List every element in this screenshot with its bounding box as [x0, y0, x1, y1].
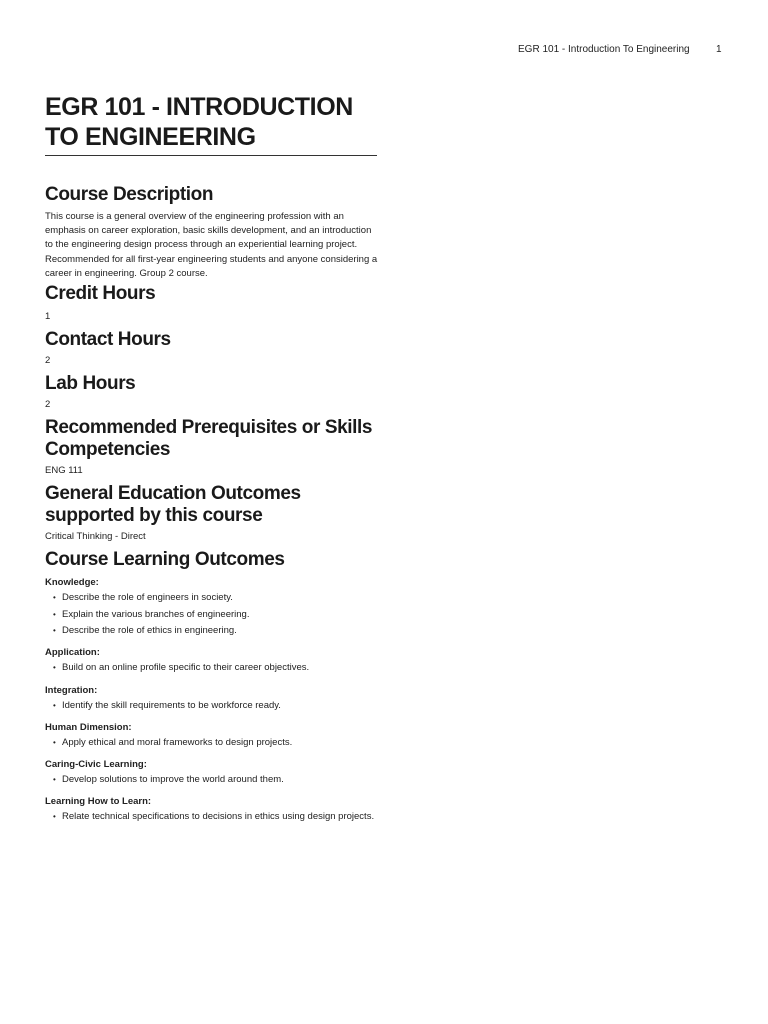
- outcome-group-title: Integration:: [45, 684, 98, 696]
- outcome-item: [45, 736, 380, 750]
- bullet-icon: •: [53, 700, 56, 710]
- outcome-item: [45, 699, 380, 713]
- outcome-text: Develop solutions to improve the world around them.: [62, 774, 284, 786]
- outcome-text: Describe the role of ethics in engineering.: [62, 625, 237, 637]
- bullet-icon: •: [53, 609, 56, 619]
- prerequisites-value: ENG 111: [45, 465, 83, 477]
- outcome-text: Identify the skill requirements to be workforce ready.: [62, 699, 281, 711]
- outcome-item: [45, 661, 380, 675]
- outcome-list: [45, 736, 380, 750]
- learning-outcomes-heading: Course Learning Outcomes: [45, 549, 285, 571]
- bullet-icon: •: [53, 775, 56, 785]
- lab-hours-heading: Lab Hours: [45, 373, 136, 395]
- gen-ed-value: Critical Thinking - Direct: [45, 531, 146, 543]
- course-description-heading: Course Description: [45, 184, 214, 205]
- prerequisites-heading: Recommended Prerequisites or Skills Competencies: [45, 417, 373, 461]
- outcome-group: [45, 759, 380, 787]
- outcome-group: [45, 577, 380, 638]
- bullet-icon: •: [53, 626, 56, 636]
- outcome-item: [45, 591, 380, 605]
- outcome-list: [45, 591, 380, 638]
- outcome-text: Explain the various branches of engineering.: [62, 608, 250, 620]
- course-description-text: This course is a general overview of the engineering profession with an emphasis on career exploration, basic skills development, and an introduction to the engineering design process through an experiential learning project. Recommended for all first-year engineering students and anyone considering a career in engineering. Group 2 course.: [45, 211, 378, 279]
- outcome-group-title: Application:: [45, 647, 100, 659]
- outcome-group-title: Learning How to Learn:: [45, 796, 152, 808]
- running-title: EGR 101 - Introduction To Engineering: [518, 44, 690, 55]
- bullet-icon: •: [53, 812, 56, 822]
- bullet-icon: •: [53, 593, 56, 603]
- page-title: EGR 101 - INTRODUCTION TO ENGINEERING: [45, 92, 377, 156]
- contact-hours-heading: Contact Hours: [45, 329, 171, 351]
- document-body: [45, 92, 380, 833]
- outcome-item: [45, 773, 380, 787]
- contact-hours-value: 2: [45, 355, 51, 367]
- outcome-group-title: Caring-Civic Learning:: [45, 759, 147, 771]
- outcome-text: Describe the role of engineers in society.: [62, 592, 233, 604]
- outcome-text: Build on an online profile specific to their career objectives.: [62, 662, 310, 674]
- lab-hours-value: 2: [45, 399, 51, 411]
- outcome-group: [45, 685, 380, 713]
- outcome-list: [45, 661, 380, 675]
- outcome-item: [45, 624, 380, 638]
- outcome-group: [45, 647, 380, 675]
- bullet-icon: •: [53, 663, 56, 673]
- credit-hours-value: 1: [45, 311, 51, 323]
- outcome-group-title: Human Dimension:: [45, 721, 132, 733]
- gen-ed-heading: General Education Outcomes supported by this course: [45, 483, 301, 527]
- page-number: 1: [716, 44, 722, 55]
- outcome-item: [45, 810, 380, 824]
- outcome-list: [45, 699, 380, 713]
- outcome-group: [45, 796, 380, 824]
- outcome-list: [45, 773, 380, 787]
- outcome-list: [45, 810, 380, 824]
- credit-hours-heading: Credit Hours: [45, 283, 156, 305]
- learning-outcomes-list: [45, 577, 380, 824]
- outcome-item: [45, 608, 380, 622]
- outcome-group: [45, 722, 380, 750]
- outcome-group-title: Knowledge:: [45, 577, 99, 589]
- outcome-text: Apply ethical and moral frameworks to design projects.: [62, 736, 293, 748]
- bullet-icon: •: [53, 737, 56, 747]
- outcome-text: Relate technical specifications to decisions in ethics using design projects.: [62, 811, 375, 823]
